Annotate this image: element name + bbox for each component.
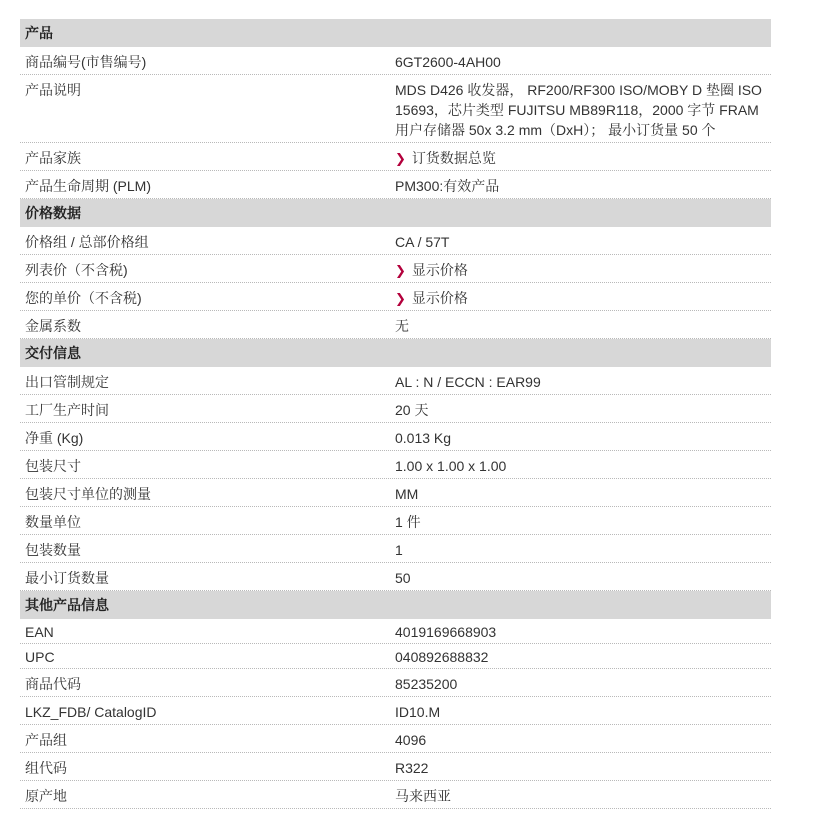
- row-label: 产品说明: [25, 82, 81, 98]
- row-label: 最小订货数量: [25, 570, 109, 586]
- show-list-price-link[interactable]: [395, 262, 468, 278]
- table-row: [20, 535, 771, 563]
- row-label: 商品编号(市售编号): [25, 54, 147, 70]
- table-row: [20, 227, 771, 255]
- link-label: 显示价格: [411, 262, 468, 278]
- row-value: 6GT2600-4AH00: [395, 54, 501, 70]
- table-row: [20, 781, 771, 809]
- table-row: [20, 479, 771, 507]
- show-unit-price-link[interactable]: [395, 290, 468, 306]
- table-row: [20, 283, 771, 311]
- chevron-right-icon: ❯: [395, 263, 406, 278]
- row-label: 产品生命周期 (PLM): [25, 178, 151, 194]
- row-label: 包装数量: [25, 542, 81, 558]
- row-value: CA / 57T: [395, 234, 450, 250]
- link-label: 显示价格: [411, 290, 468, 306]
- chevron-right-icon: ❯: [395, 291, 406, 306]
- table-row: [20, 697, 771, 725]
- row-label: 净重 (Kg): [25, 430, 84, 446]
- link-label: 订货数据总览: [411, 150, 496, 166]
- row-value: [395, 143, 771, 170]
- row-label: 价格组 / 总部价格组: [25, 234, 149, 250]
- row-value: 20 天: [395, 402, 429, 418]
- section-header-delivery: 交付信息: [20, 339, 771, 367]
- row-label: 工厂生产时间: [25, 402, 109, 418]
- table-row: [20, 753, 771, 781]
- table-row: [20, 395, 771, 423]
- row-value: 040892688832: [395, 649, 489, 665]
- row-value: 马来西亚: [395, 788, 451, 804]
- row-label: 您的单价（不含税): [25, 290, 142, 306]
- row-value: ID10.M: [395, 704, 441, 720]
- row-label: 组代码: [25, 760, 67, 776]
- row-value: AL : N / ECCN : EAR99: [395, 374, 541, 390]
- row-label: 包装尺寸: [25, 458, 81, 474]
- table-row: [20, 669, 771, 697]
- row-label: 金属系数: [25, 318, 81, 334]
- order-data-overview-link[interactable]: [395, 150, 496, 166]
- row-value: [395, 255, 771, 282]
- table-row: [20, 644, 771, 669]
- table-row: [20, 367, 771, 395]
- table-row: [20, 143, 771, 171]
- table-row: [20, 255, 771, 283]
- row-value: MM: [395, 486, 419, 502]
- row-value: 0.013 Kg: [395, 430, 452, 446]
- section-header-price: 价格数据: [20, 199, 771, 227]
- table-row: [20, 725, 771, 753]
- table-row: [20, 311, 771, 339]
- product-spec-table: [20, 19, 771, 809]
- row-label: 产品家族: [25, 150, 81, 166]
- row-label: 数量单位: [25, 514, 81, 530]
- row-label: 列表价（不含税): [25, 262, 128, 278]
- row-value: [395, 283, 771, 310]
- table-row: [20, 507, 771, 535]
- row-value: 50: [395, 570, 411, 586]
- table-row: [20, 451, 771, 479]
- table-row: [20, 563, 771, 591]
- row-value: 85235200: [395, 676, 458, 692]
- row-value: PM300:有效产品: [395, 178, 500, 194]
- row-value: 1.00 x 1.00 x 1.00: [395, 458, 507, 474]
- row-value: 4019169668903: [395, 624, 497, 640]
- row-label: 出口管制规定: [25, 374, 109, 390]
- row-value: 4096: [395, 732, 427, 748]
- table-row: [20, 75, 771, 143]
- table-row: [20, 619, 771, 644]
- row-label: 包装尺寸单位的测量: [25, 486, 151, 502]
- table-row: [20, 47, 771, 75]
- row-label: 产品组: [25, 732, 67, 748]
- table-row: [20, 171, 771, 199]
- row-value: R322: [395, 760, 429, 776]
- chevron-right-icon: ❯: [395, 151, 406, 166]
- section-header-product: 产品: [20, 19, 771, 47]
- row-value: 无: [395, 318, 409, 334]
- row-value: 1: [395, 542, 403, 558]
- row-value: 1 件: [395, 514, 421, 530]
- product-description: MDS D426 收发器， RF200/RF300 ISO/MOBY D 垫圈 ISO 15693，芯片类型 FUJITSU MB89R118，2000 字节 FRAM 用户存储器 50x 3.2 mm（DxH）； 最小订货量 50 个: [395, 82, 762, 138]
- row-label: LKZ_FDB/ CatalogID: [25, 704, 157, 720]
- row-label: EAN: [25, 624, 54, 640]
- row-label: UPC: [25, 649, 55, 665]
- row-label: 商品代码: [25, 676, 81, 692]
- row-label: 原产地: [25, 788, 67, 804]
- table-row: [20, 423, 771, 451]
- section-header-other-info: 其他产品信息: [20, 591, 771, 619]
